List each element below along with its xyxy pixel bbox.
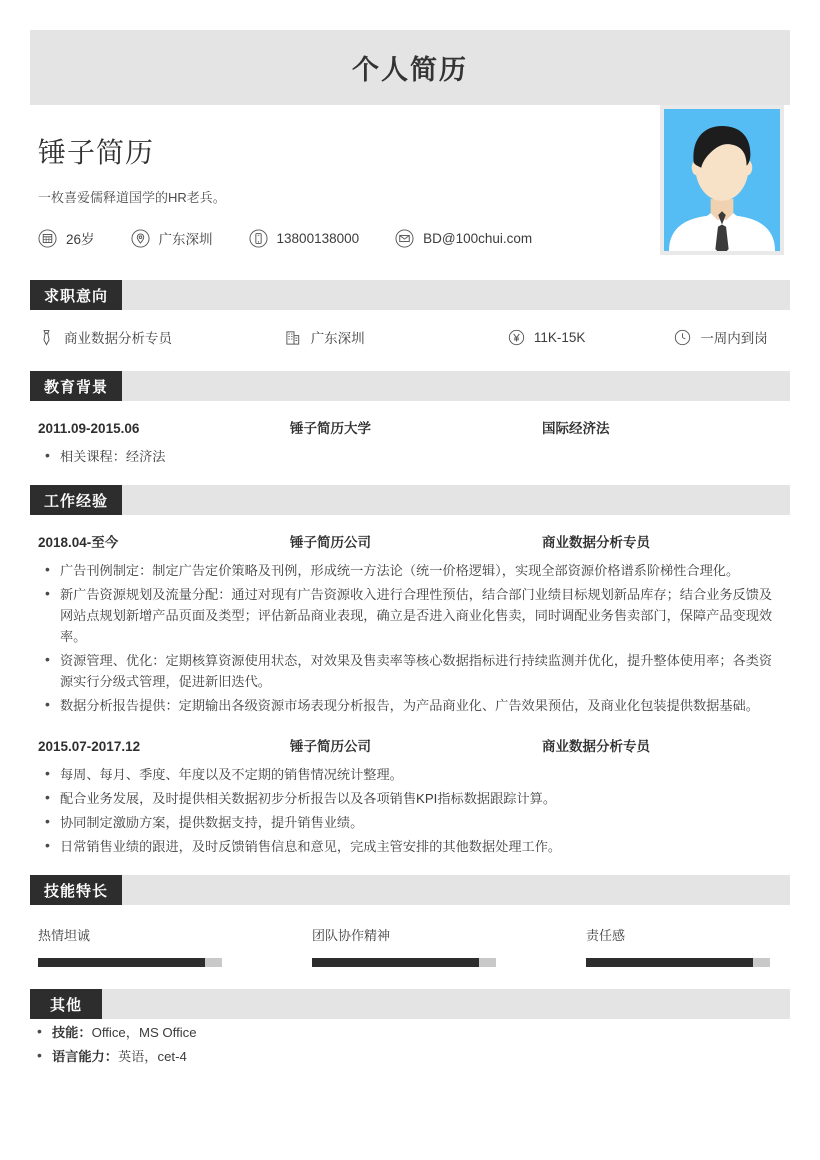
education-entry: [30, 401, 790, 467]
skill-progress-fill: [312, 958, 479, 967]
necktie-icon: [38, 329, 55, 346]
list-item: • 资源管理、优化：定期核算资源使用状态，对效果及售卖率等核心数据指标进行持续监测并优化，提升整体使用率；各类资源实行分级式管理，促进新旧迭代。: [38, 650, 782, 692]
envelope-icon: [395, 229, 414, 248]
skill-label: 责任感: [586, 928, 626, 943]
work-period: 2018.04-至今: [38, 535, 119, 550]
list-item: • 数据分析报告提供：定期输出各级资源市场表现分析报告，为产品商业化、广告效果预估，及商业化包装提供数据基础。: [38, 695, 782, 716]
work-bullets: [38, 764, 782, 857]
section-header-skills: [30, 875, 790, 905]
skill-progress-fill: [586, 958, 753, 967]
intention-salary: [508, 329, 674, 346]
education-period: 2011.09-2015.06: [38, 421, 140, 436]
section-bar: [122, 371, 790, 401]
section-header-work: [30, 485, 790, 515]
section-bar: [122, 280, 790, 310]
contact-email-value: BD@100chui.com: [423, 230, 533, 246]
work-role: 商业数据分析专员: [542, 535, 650, 550]
work-company: 锤子简历公司: [290, 535, 371, 550]
other-label: 技能：: [52, 1025, 92, 1040]
skill-label: 团队协作精神: [312, 928, 391, 943]
contact-age-value: 26岁: [66, 232, 95, 247]
section-title-work: 工作经验: [30, 485, 122, 515]
contact-phone-value: 13800138000: [276, 230, 360, 246]
other-value: 英语，cet-4: [117, 1049, 187, 1064]
work-role: 商业数据分析专员: [542, 739, 650, 754]
candidate-tagline: 一枚喜爱儒释道国学的HR老兵。: [38, 190, 226, 205]
list-item: • 协同制定激励方案，提供数据支持，提升销售业绩。: [38, 812, 782, 833]
work-entry-head: [38, 719, 782, 761]
other-list: [30, 1022, 790, 1067]
list-item: • 配合业务发展，及时提供相关数据初步分析报告以及各项销售KPI指标数据跟踪计算。: [38, 788, 782, 809]
intention-availability: [674, 327, 782, 347]
skill-progress-track: [312, 958, 496, 967]
education-school: 锤子简历大学: [290, 421, 371, 436]
building-icon: [285, 329, 302, 346]
work-entry: [30, 719, 790, 857]
section-title-other: 其他: [30, 989, 102, 1019]
section-header-intention: [30, 280, 790, 310]
list-item: • 新广告资源规划及流量分配：通过对现有广告资源收入进行合理性预估，结合部门业绩目标规划新品库存；结合业务反馈及网站点规划新增产品页面及类型；评估新品商业表现，确立是否进入商业化售卖，同时调配业务售卖部门，保障产品变现效率。: [38, 584, 782, 647]
list-item: • 每周、每月、季度、年度以及不定期的销售情况统计整理。: [38, 764, 782, 785]
work-entry-head: [38, 515, 782, 557]
profile-block: [30, 105, 790, 262]
intention-position: [38, 327, 285, 347]
education-bullets: [38, 446, 782, 467]
work-bullets: [38, 560, 782, 716]
education-major: 国际经济法: [542, 421, 610, 436]
skill-item: [38, 925, 312, 967]
intention-position-value: 商业数据分析专员: [64, 331, 172, 346]
skill-progress-track: [38, 958, 222, 967]
skill-progress-fill: [38, 958, 205, 967]
calendar-icon: [38, 229, 57, 248]
clock-icon: [674, 329, 691, 346]
contact-location: [131, 228, 213, 248]
intention-availability-value: 一周内到岗: [700, 331, 768, 346]
skills-row: [30, 905, 790, 971]
list-item: • 日常销售业绩的跟进，及时反馈销售信息和意见，完成主管安排的其他数据处理工作。: [38, 836, 782, 857]
intention-city: [285, 327, 508, 347]
work-period: 2015.07-2017.12: [38, 739, 141, 754]
section-bar: [122, 485, 790, 515]
list-item: [30, 1022, 790, 1043]
page-title: 个人简历: [352, 55, 468, 85]
contact-email: [395, 229, 532, 248]
section-bar: [102, 989, 790, 1019]
section-bar: [122, 875, 790, 905]
intention-salary-value: 11K-15K: [533, 329, 586, 345]
list-item: [30, 1046, 790, 1067]
yen-circle-icon: [508, 329, 525, 346]
section-header-education: [30, 371, 790, 401]
phone-icon: [249, 229, 268, 248]
other-value: Office，MS Office: [91, 1025, 197, 1040]
list-item: • 相关课程：经济法: [38, 446, 782, 467]
candidate-name: 锤子简历: [38, 137, 155, 168]
section-title-education: 教育背景: [30, 371, 122, 401]
contact-location-value: 广东深圳: [158, 232, 213, 247]
skill-progress-track: [586, 958, 770, 967]
contact-age: [38, 228, 95, 248]
avatar-photo: [664, 109, 780, 251]
skill-item: [312, 925, 586, 967]
skill-item: [586, 925, 770, 967]
avatar: [660, 105, 784, 255]
document-title-band: [30, 30, 790, 105]
list-item: • 广告刊例制定：制定广告定价策略及刊例，形成统一方法论（统一价格逻辑），实现全部资源价格谱系阶梯性合理化。: [38, 560, 782, 581]
section-title-skills: 技能特长: [30, 875, 122, 905]
contact-phone: [249, 229, 360, 248]
intention-city-value: 广东深圳: [310, 331, 365, 346]
education-entry-head: [38, 401, 782, 443]
section-header-other: [30, 989, 790, 1019]
other-label: 语言能力：: [52, 1049, 118, 1064]
work-company: 锤子简历公司: [290, 739, 371, 754]
section-title-intention: 求职意向: [30, 280, 122, 310]
intention-row: [30, 310, 790, 353]
work-entry: [30, 515, 790, 716]
location-pin-icon: [131, 229, 150, 248]
skill-label: 热情坦诚: [38, 928, 91, 943]
